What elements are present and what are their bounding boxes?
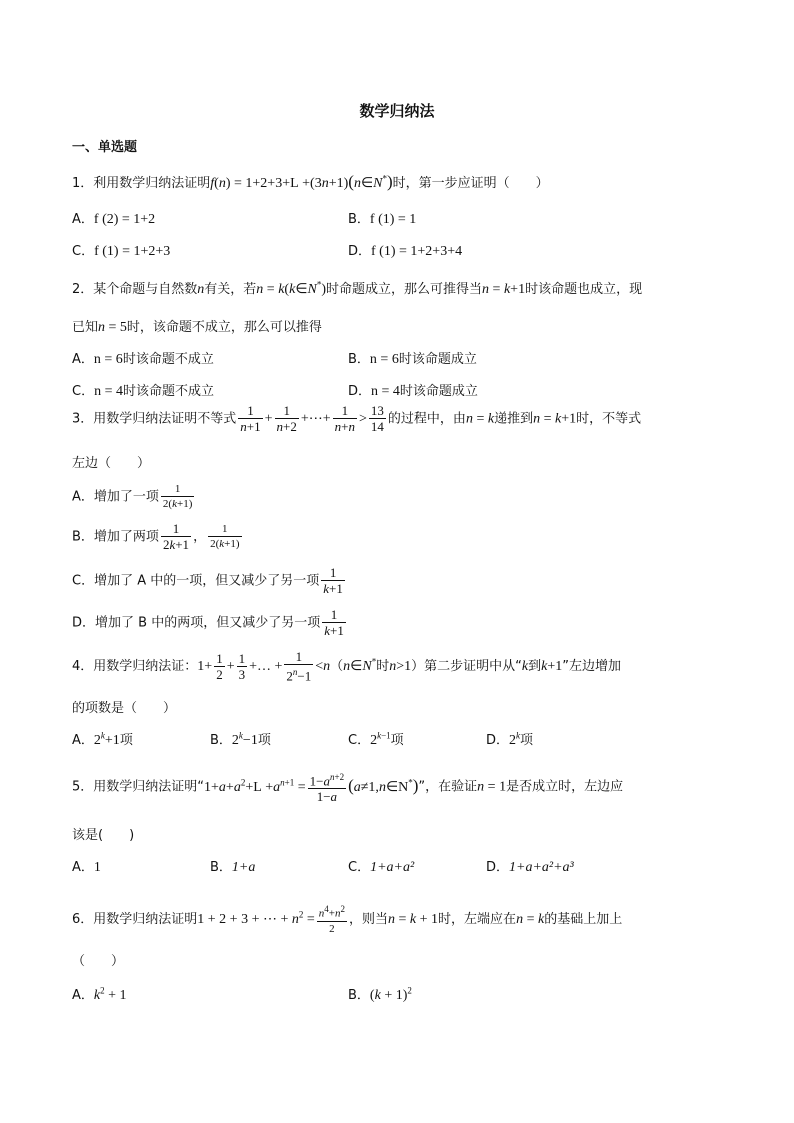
q2-option-c[interactable]: C．n = 4时该命题不成立 <box>72 384 214 399</box>
question-5: 5．用数学归纳法证明“$1+a+a^2+L +a^{n+1}$ = $\frac{1-a^{n+2}}{1-a}$ (a≠1,n∈N*)”，在验证n = 1是否成立时，左边应 <box>72 772 624 805</box>
q2-option-a[interactable]: A．n = 6时该命题不成立 <box>72 352 214 367</box>
question-6: 6．用数学归纳法证明1 + 2 + 3 + ⋯ + $n^2$ = $\frac{n^4+n^2}{2}$ ，则当n = k + 1时，左端应在n = k的基础上加上 <box>72 904 623 935</box>
q4-option-d[interactable]: D．2$^k$项 <box>486 730 534 748</box>
q1-formula: f(n) = 1+2+3+L +(3n+1)(n∈N*) <box>210 172 393 191</box>
question-3-line-2: 左边（ ） <box>72 456 151 471</box>
q3-option-d[interactable]: D．增加了 B 中的两项，但又减少了另一项 $\frac{1}{k+1}$ <box>72 607 344 638</box>
question-1: 1．利用数学归纳法证明f(n) = 1+2+3+L +(3n+1)(n∈N*)时，第一步应证明（ ） <box>72 172 549 191</box>
section-heading: 一、单选题 <box>72 140 138 155</box>
q6-option-b[interactable]: B．$(k + 1)^2$ <box>348 985 412 1003</box>
q4-option-a[interactable]: A．$2^k+1$项 <box>72 730 133 748</box>
question-2: 2．某个命题与自然数n有关，若n = k(k∈N*)时命题成立，那么可推得当n = k+1时该命题也成立，现 <box>72 279 643 297</box>
q1-option-b[interactable]: B．f (1) = 1 <box>348 212 417 227</box>
question-3: 3．用数学归纳法证明不等式 $\frac{1}{n+1}$ + $\frac{1}{n+2}$ +⋯+ $\frac{1}{n+n}$ > $\frac{13}{14}$ 的过程中，由n = k递推到n = k+1时，不等式 <box>72 403 642 434</box>
q3-option-c[interactable]: C．增加了 A 中的一项，但又减少了另一项 $\frac{1}{k+1}$ <box>72 565 343 596</box>
question-4: 4．用数学归纳法证：1+ $\frac{1}{2}$ + $\frac{1}{3}$ +… + $\frac{1}{2^n-1}$ <n（n∈N*时n>1）第二步证明中从“k到k+1”左边增加 <box>72 649 621 684</box>
question-5-line-2: 该是( ) <box>72 828 135 843</box>
question-4-line-2: 的项数是（ ） <box>72 701 177 716</box>
page-title: 数学归纳法 <box>359 102 435 120</box>
q5-option-d[interactable]: D．1+a+a²+a³ <box>486 860 574 875</box>
q6-option-a[interactable]: A．$k^2 + 1$ <box>72 985 127 1003</box>
question-6-line-2: （ ） <box>72 954 125 969</box>
q4-option-b[interactable]: B．$2^k-1$项 <box>210 730 271 748</box>
q1-option-a[interactable]: A．f (2) = 1+2 <box>72 212 156 227</box>
q5-option-c[interactable]: C．1+a+a² <box>348 860 415 875</box>
q2-option-b[interactable]: B．n = 6时该命题成立 <box>348 352 477 367</box>
q1-option-c[interactable]: C．f (1) = 1+2+3 <box>72 244 171 259</box>
question-2-line-2: 已知n = 5时，该命题不成立，那么可以推得 <box>72 320 322 335</box>
q5-option-b[interactable]: B．1+a <box>210 860 256 875</box>
q5-option-a[interactable]: A．1 <box>72 860 101 875</box>
q3-option-b[interactable]: B．增加了两项 $\frac{1}{2k+1}$ ， $\frac{1}{2(k+1)}$ <box>72 521 240 552</box>
q2-option-d[interactable]: D．n = 4时该命题成立 <box>348 384 478 399</box>
q4-option-c[interactable]: C．$2^{k-1}$项 <box>348 730 404 748</box>
q3-option-a[interactable]: A．增加了一项 $\frac{1}{2(k+1)}$ <box>72 483 193 510</box>
q1-option-d[interactable]: D．f (1) = 1+2+3+4 <box>348 244 463 259</box>
